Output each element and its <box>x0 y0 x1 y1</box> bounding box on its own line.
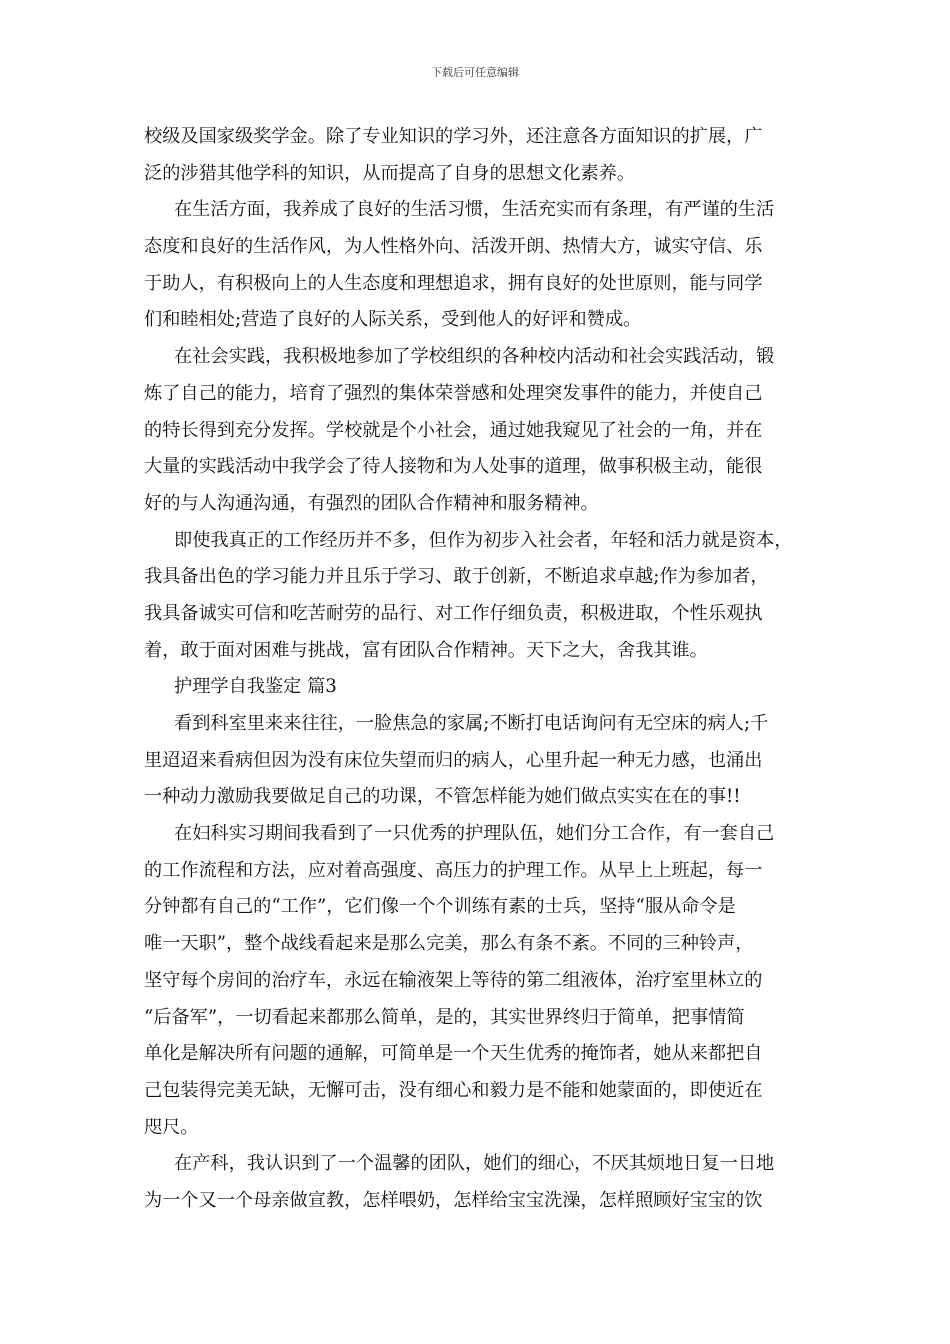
text-line: 在产科，我认识到了一个温馨的团队，她们的细心，不厌其烦地日复一日地 <box>174 1153 775 1175</box>
text-line: 炼了自己的能力，培育了强烈的集体荣誉感和处理突发事件的能力，并使自己 <box>144 382 763 404</box>
text-line: 看到科室里来来往往，一脸焦急的家属;不断打电话询问有无空床的病人;千 <box>174 713 769 734</box>
text-line: “后备军”，一切看起来都那么简单，是的，其实世界终归于简单，把事情简 <box>144 1006 745 1028</box>
text-line: 的工作流程和方法，应对着高强度、高压力的护理工作。从早上上班起，每一 <box>144 859 763 881</box>
text-line: 好的与人沟通沟通，有强烈的团队合作精神和服务精神。 <box>144 492 599 514</box>
text-line: 的特长得到充分发挥。学校就是个小社会，通过她我窥见了社会的一角，并在 <box>144 419 763 441</box>
text-line: 里迢迢来看病但因为没有床位失望而归的病人，心里升起一种无力感，也涌出 <box>144 749 763 771</box>
text-line: 校级及国家级奖学金。除了专业知识的学习外，还注意各方面知识的扩展，广 <box>144 126 763 147</box>
text-line: 为一个又一个母亲做宣教，怎样喂奶，怎样给宝宝洗澡，怎样照顾好宝宝的饮 <box>144 1189 763 1211</box>
text-line: 即使我真正的工作经历并不多，但作为初步入社会者，年轻和活力就是资本， <box>174 529 793 551</box>
text-line: 咫尺。 <box>144 1116 199 1138</box>
text-line: 分钟都有自己的“工作”，它们像一个个训练有素的士兵，坚持“服从命令是 <box>144 896 736 918</box>
text-line: 大量的实践活动中我学会了待人接物和为人处事的道理，做事积极主动，能很 <box>144 456 763 478</box>
text-line: 着，敢于面对困难与挑战，富有团队合作精神。天下之大，舍我其谁。 <box>144 639 708 661</box>
text-line: 我具备诚实可信和吃苦耐劳的品行、对工作仔细负责，积极进取，个性乐观执 <box>144 602 763 624</box>
text-line: 唯一天职”，整个战线看起来是那么完美，那么有条不紊。不同的三种铃声， <box>144 933 754 955</box>
text-line: 泛的涉猎其他学科的知识，从而提高了自身的思想文化素养。 <box>144 162 636 184</box>
text-line: 态度和良好的生活作风，为人性格外向、活泼开朗、热情大方，诚实守信、乐 <box>144 236 763 258</box>
text-line: 单化是解决所有问题的通解，可简单是一个天生优秀的掩饰者，她从来都把自 <box>144 1043 763 1065</box>
text-line: 在社会实践，我积极地参加了学校组织的各种校内活动和社会实践活动，锻 <box>174 346 775 368</box>
text-line: 于助人，有积极向上的人生态度和理想追求，拥有良好的处世原则，能与同学 <box>144 272 763 294</box>
section-heading: 护理学自我鉴定 篇3 <box>174 676 337 698</box>
text-line: 坚守每个房间的治疗车，永远在输液架上等待的第二组液体，治疗室里林立的 <box>144 969 763 991</box>
text-line: 我具备出色的学习能力并且乐于学习、敢于创新，不断追求卓越;作为参加者， <box>144 566 769 588</box>
text-line: 在生活方面，我养成了良好的生活习惯，生活充实而有条理，有严谨的生活 <box>174 199 775 221</box>
document-body <box>144 119 812 1220</box>
text-line: 们和睦相处;营造了良好的人际关系，受到他人的好评和赞成。 <box>144 309 642 331</box>
text-line: 己包装得完美无缺，无懈可击，没有细心和毅力是不能和她蒙面的，即使近在 <box>144 1079 763 1101</box>
text-line: 在妇科实习期间我看到了一只优秀的护理队伍，她们分工合作，有一套自己 <box>174 823 775 845</box>
text-line: 一种动力激励我要做足自己的功课，不管怎样能为她们做点实实在在的事!! <box>144 786 741 808</box>
page-header: 下载后可任意编辑 <box>431 66 519 79</box>
